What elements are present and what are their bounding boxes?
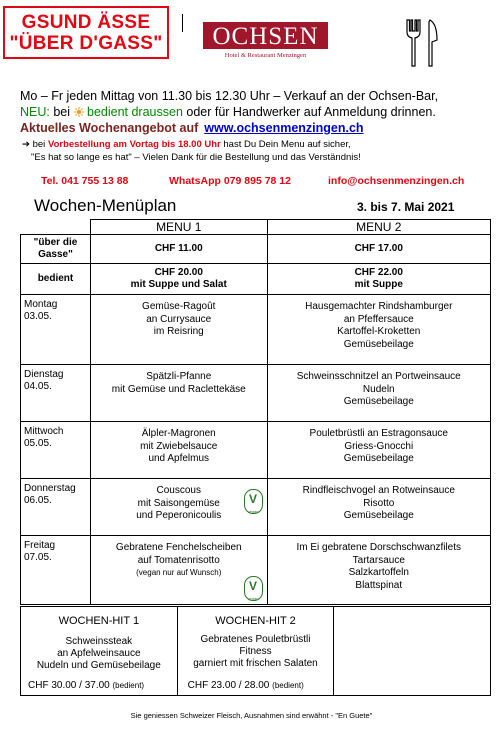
hit-line: an Apfelweinsauce [57, 648, 141, 659]
hit-price [188, 680, 304, 691]
menu1-price-gasse: CHF 11.00 [90, 235, 267, 264]
menu2-dish [267, 365, 490, 422]
menu1-dish [90, 479, 267, 536]
divider [182, 14, 183, 32]
hit-price-note: (bedient) [272, 681, 304, 690]
day-cell [21, 365, 91, 422]
day-date: 03.05. [24, 311, 52, 322]
day-name: Montag [24, 299, 58, 310]
hit-line: Fitness [239, 646, 272, 657]
vegan-icon [244, 576, 263, 601]
preorder-note [22, 139, 351, 150]
hit-price-value: CHF 30.00 / 37.00 [28, 680, 110, 691]
intro-text: oder für Handwerker auf Anmeldung drinnen. [182, 105, 436, 119]
hit-price [28, 680, 144, 691]
price-value: CHF 22.00 [354, 267, 403, 278]
whatsapp-number[interactable]: WhatsApp 079 895 78 12 [169, 175, 291, 187]
hit-description [21, 636, 177, 672]
menu2-dish [267, 479, 490, 536]
weekly-hit-1 [21, 607, 178, 696]
vegan-icon [244, 489, 263, 514]
hit-price-value: CHF 23.00 / 28.00 [187, 680, 270, 691]
website-link[interactable]: www.ochsenmenzingen.ch [204, 121, 364, 135]
hit-title: WOCHEN-HIT 1 [58, 615, 140, 627]
menu1-dish [90, 536, 267, 605]
day-row-donnerstag [21, 479, 491, 536]
hit-line: Gebratenes Pouletbrüstli [200, 634, 311, 645]
menu2-dish [267, 422, 490, 479]
footer-note: Sie geniessen Schweizer Fleisch, Ausnahmen sind erwähnt - "En Guete" [130, 711, 373, 720]
dish-line: und Apfelmus [148, 453, 210, 464]
menu2-price-gasse: CHF 17.00 [267, 235, 490, 264]
price-note: mit Suppe [354, 279, 403, 290]
dish-line: an Currysauce [146, 313, 212, 325]
menu2-dish [267, 295, 490, 365]
hit-price-note: (bedient) [112, 681, 145, 690]
dish-line: und Peperonicoulis [136, 510, 222, 521]
menu1-dish [90, 422, 267, 479]
hit-line: Schweinssteak [65, 636, 133, 647]
price-row-bedient [21, 264, 491, 295]
phone-number[interactable]: Tel. 041 755 13 88 [41, 175, 129, 187]
dish-line: Risotto [363, 497, 395, 509]
day-row-dienstag [21, 365, 491, 422]
vegan-label: vegan [247, 509, 259, 514]
day-name: Donnerstag [24, 483, 76, 494]
dish-line: Gemüsebeilage [343, 510, 414, 521]
weekly-offer-label: Aktuelles Wochenangebot auf [20, 121, 199, 135]
dish-line: Gebratene Fenchelscheiben [115, 542, 242, 553]
weekly-offer-line [20, 121, 364, 135]
dish-line: Blattspinat [355, 579, 403, 591]
thanks-note: "Es hat so lange es hat" – Vielen Dank für die Bestellung und das Verständnis! [31, 152, 361, 163]
menu2-header: MENU 2 [267, 220, 490, 235]
day-row-montag [21, 295, 491, 365]
headline-badge [3, 6, 169, 59]
dish-line: Griess-Gnocchi [344, 440, 414, 452]
hits-row [21, 607, 491, 696]
ochsen-logo: OCHSEN [203, 22, 328, 49]
day-row-freitag [21, 536, 491, 605]
hit-description [178, 634, 334, 670]
menu1-dish [90, 365, 267, 422]
day-cell [21, 536, 91, 605]
intro-line-1: Mo – Fr jeden Mittag von 11.30 bis 12.30 Uhr – Verkauf an der Ochsen-Bar, [20, 89, 439, 103]
vegan-letter: V [249, 492, 258, 506]
price-note: mit Suppe und Salat [130, 279, 227, 290]
note-text: bei [32, 139, 48, 150]
dish-line: Nudeln [362, 383, 395, 395]
dish-line: Pouletbrüstli an Estragonsauce [309, 428, 448, 439]
day-date: 05.05. [24, 438, 52, 449]
day-name: Dienstag [24, 369, 64, 380]
dish-line: Salzkartoffeln [348, 567, 409, 578]
dish-line: Kartoffel-Kroketten [337, 326, 421, 337]
dish-line: mit Zwiebelsauce [140, 440, 218, 452]
price-value: CHF 20.00 [154, 267, 203, 278]
day-date: 04.05. [24, 381, 52, 392]
weekly-hits-table [20, 606, 491, 696]
dish-line: Gemüsebeilage [343, 338, 414, 350]
empty-hit-cell [334, 607, 491, 696]
price-row-gasse [21, 235, 491, 264]
dish-line: mit Gemüse und Raclettekäse [111, 383, 246, 395]
dish-line: Im Ei gebratene Dorschschwanzfilets [296, 542, 462, 553]
dish-line: auf Tomatenrisotto [137, 554, 220, 566]
weekly-hit-2 [177, 607, 334, 696]
draussen-text: bedient draussen [83, 105, 183, 119]
menu1-price-bedient [90, 264, 267, 295]
dish-line: mit Saisongemüse [137, 497, 220, 509]
menu2-price-bedient [267, 264, 490, 295]
dish-line: Hausgemachter Rindshamburger [305, 301, 453, 312]
day-cell [21, 295, 91, 365]
intro-line-2 [20, 105, 436, 119]
hit-line: garniert mit frischen Salaten [193, 658, 318, 669]
day-row-mittwoch [21, 422, 491, 479]
dish-line: Älpler-Magronen [141, 428, 216, 439]
dish-line: Gemüsebeilage [343, 396, 414, 407]
preorder-deadline: Vorbestellung am Vortag bis 18.00 Uhr [47, 139, 221, 150]
day-date: 07.05. [24, 552, 52, 563]
sun-icon [74, 107, 84, 117]
neu-label: NEU: [20, 105, 50, 119]
dish-line: im Reisring [153, 326, 204, 337]
row-label-gasse: "über die Gasse" [21, 235, 91, 264]
arrow-right-icon: ➔ [22, 139, 33, 150]
email-address[interactable]: info@ochsenmenzingen.ch [328, 175, 465, 187]
badge-line-2: "ÜBER D'GASS" [9, 33, 163, 54]
menu1-dish [90, 295, 267, 365]
day-cell [21, 479, 91, 536]
date-range: 3. bis 7. Mai 2021 [357, 200, 455, 214]
vegan-label: vegan [247, 596, 259, 601]
page-title: Wochen-Menüplan [34, 196, 177, 215]
day-name: Mittwoch [24, 426, 64, 437]
dish-line: Couscous [156, 485, 201, 496]
intro-text: bei [49, 105, 74, 119]
menu2-dish [267, 536, 490, 605]
vegan-letter: V [249, 579, 258, 593]
menu1-header: MENU 1 [90, 220, 267, 235]
table-header-row [21, 220, 491, 235]
empty-cell [21, 220, 91, 235]
dish-line: an Pfeffersauce [343, 313, 414, 325]
day-cell [21, 422, 91, 479]
day-name: Freitag [24, 540, 56, 551]
logo-subtitle: Hotel & Restaurant Menzingen [224, 52, 307, 59]
dish-line: Rindfleischvogel an Rotweinsauce [302, 485, 455, 496]
day-date: 06.05. [24, 495, 52, 506]
dish-line: Schweinsschnitzel an Portweinsauce [296, 371, 461, 382]
hit-title: WOCHEN-HIT 2 [215, 615, 296, 627]
badge-line-1: GSUND ÄSSE [21, 12, 151, 33]
fork-knife-icon [404, 18, 440, 68]
dish-line: Gemüsebeilage [343, 453, 414, 464]
dish-line: Tartarsauce [352, 554, 405, 566]
hit-line: Nudeln und Gemüsebeilage [36, 660, 161, 671]
row-label-bedient: bedient [21, 264, 91, 295]
note-text: hast Du Dein Menu auf sicher, [220, 139, 351, 150]
dish-line: Spätzli-Pfanne [146, 371, 212, 382]
dish-line: Gemüse-Ragoût [142, 301, 216, 312]
menu-table [20, 219, 491, 605]
dish-note: (vegan nur auf Wunsch) [136, 568, 222, 577]
